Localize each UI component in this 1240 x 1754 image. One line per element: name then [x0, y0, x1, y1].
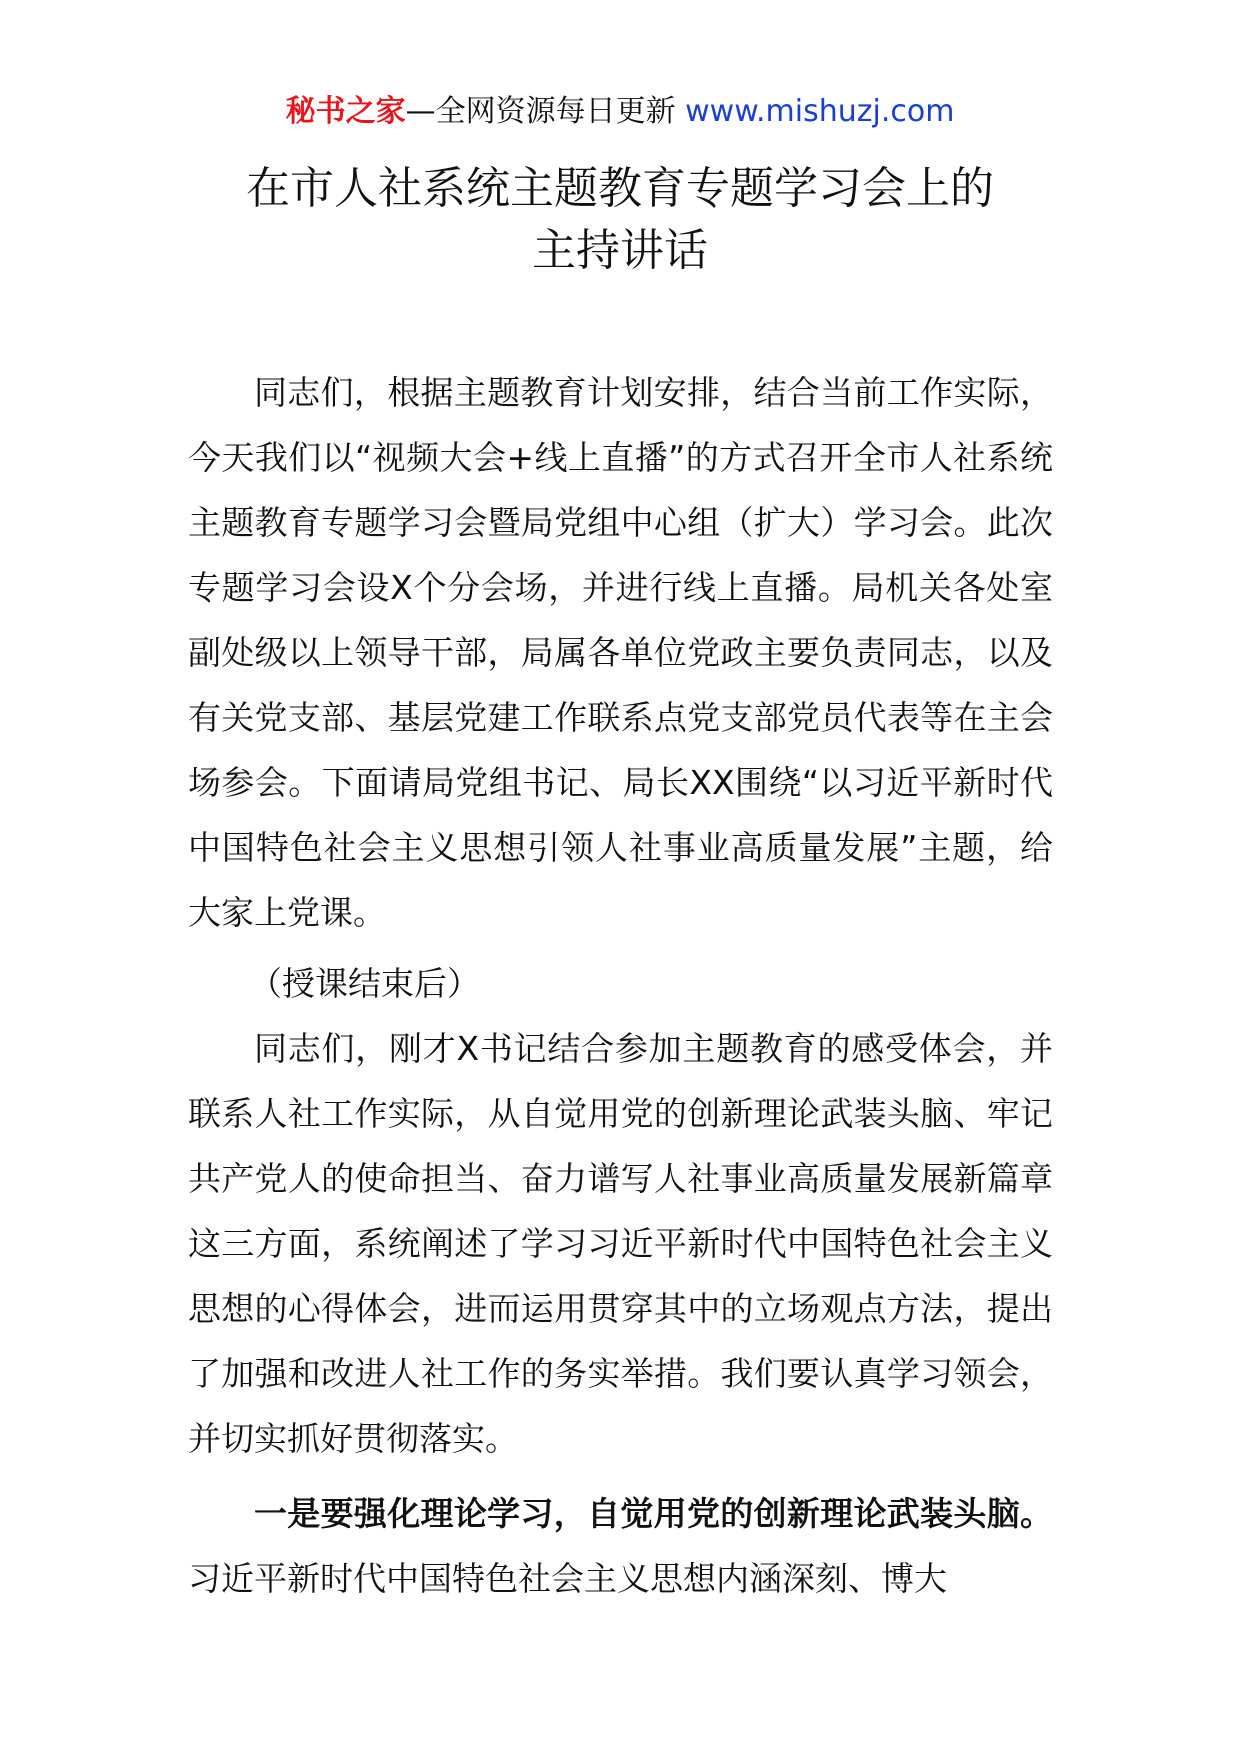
paragraph-stage-note: （授课结束后） — [249, 964, 481, 1003]
document-body — [188, 360, 1053, 1611]
document-title — [0, 158, 1240, 282]
point-one-text: 习近平新时代中国特色社会主义思想内涵深刻、博大 — [188, 1559, 947, 1598]
title-line-2: 主持讲话 — [532, 225, 708, 276]
paragraph-opening: 同志们，根据主题教育计划安排，结合当前工作实际，今天我们以“视频大会+线上直播”的方式召开全市人社系统主题教育专题学习会暨局党组中心组（扩大）学习会。此次专题学习会设X个分会场，并进行线上直播。局机关各处室副处级以上领导干部，局属各单位党政主要负责同志，以及有关党支部、基层党建工作联系点党支部党员代表等在主会场参会。下面请局党组书记、局长XX围绕“以习近平新时代中国特色社会主义思想引领人社事业高质量发展”主题，给大家上党课。 — [188, 373, 1053, 932]
site-url-link[interactable]: www.mishuzj.com — [685, 94, 955, 129]
paragraph-summary: 同志们，刚才X书记结合参加主题教育的感受体会，并联系人社工作实际，从自觉用党的创新理论武装头脑、牢记共产党人的使命担当、奋力谱写人社事业高质量发展新篇章这三方面，系统阐述了学习习近平新时代中国特色社会主义思想的心得体会，进而运用贯穿其中的立场观点方法，提出了加强和改进人社工作的务实举措。我们要认真学习领会，并切实抓好贯彻落实。 — [188, 1029, 1053, 1458]
site-brand: 秘书之家 — [285, 94, 406, 129]
title-line-1: 在市人社系统主题教育专题学习会上的 — [246, 163, 994, 214]
site-header — [0, 92, 1240, 132]
point-one-heading: 一是要强化理论学习，自觉用党的创新理论武装头脑。 — [254, 1494, 1053, 1533]
paragraph-point-one — [188, 1481, 1053, 1611]
site-tagline: —全网资源每日更新 — [405, 94, 676, 129]
